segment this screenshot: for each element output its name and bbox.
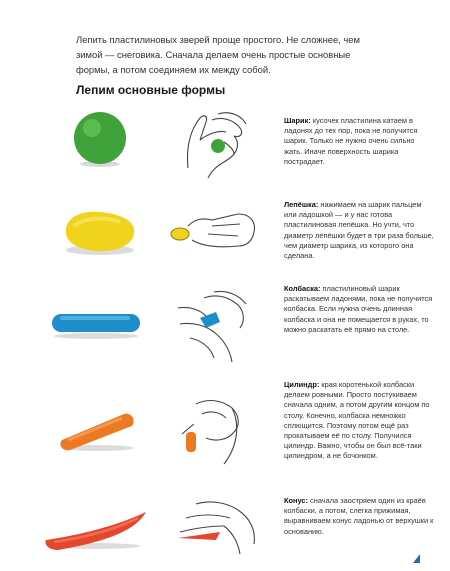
green-ball-image [70,108,132,170]
hands-rolling-ball-icon [178,108,260,183]
step-term: Шарик: [284,116,311,125]
step-sausage-description [284,284,434,335]
step-text: пластилиновый шарик раскатываем ладонями, пока не получится колбаска. Если нужна очень длинная колбаска и она не помещается в руках, то можно раскатать её прямо на столе. [284,284,433,334]
intro-paragraph: Лепить пластилиновых зверей проще простого. Не сложнее, чем зимой — снеговика. Сначала делаем очень простые основные формы, а потом соединяем их между собой. [76,34,360,75]
blue-sausage-image [48,306,144,342]
step-ball-description [284,116,434,167]
hands-rolling-sausage-icon [170,288,256,368]
step-cylinder [0,380,450,480]
yellow-flatcake-image [60,204,140,258]
step-cylinder-description [284,380,434,462]
step-term: Цилиндр: [284,380,320,389]
finger-pressing-icon [168,196,260,256]
step-flatcake-description [284,200,434,261]
step-text: сначала заостряем один из краёв колбаски, а потом, слегка прижимая, выравниваем конус ладонью от верхушки к основанию. [284,496,434,536]
section-heading: Лепим основные формы [76,83,226,97]
step-term: Лепёшка: [284,200,319,209]
hand-shaping-cone-icon [176,492,262,558]
hand-tapping-cylinder-icon [176,394,250,470]
step-term: Колбаска: [284,284,321,293]
step-text: кусочек пластилина катаем в ладонях до тех пор, пока не получится шарик. Только не нужно очень сильно жать. Иначе поверхность шарика пострадает. [284,116,418,166]
step-text: края коротенькой колбаски делаем ровными. Просто постукиваем сначала одним, а потом другим концом по столу. Конечно, колбаска немножко сплющится. Поэтому потом ещё раз прокатываем её по столу. Получился цилиндр. Важно, чтобы он был всё-таки цилиндром, а не бочонком. [284,380,430,461]
step-cone [0,488,450,560]
red-cone-image [42,506,152,552]
orange-cylinder-image [56,406,140,456]
step-sausage [0,284,450,374]
step-cone-description [284,496,434,537]
step-text: нажимаем на шарик пальцем или ладошкой — и у нас готова пластилиновая лепёшка. Но учти, что диаметр лепёшки будет в три раза больше, чем диаметр шарика, из которого она сделана. [284,200,434,261]
step-flatcake [0,196,450,286]
step-term: Конус: [284,496,308,505]
step-ball [0,108,450,190]
